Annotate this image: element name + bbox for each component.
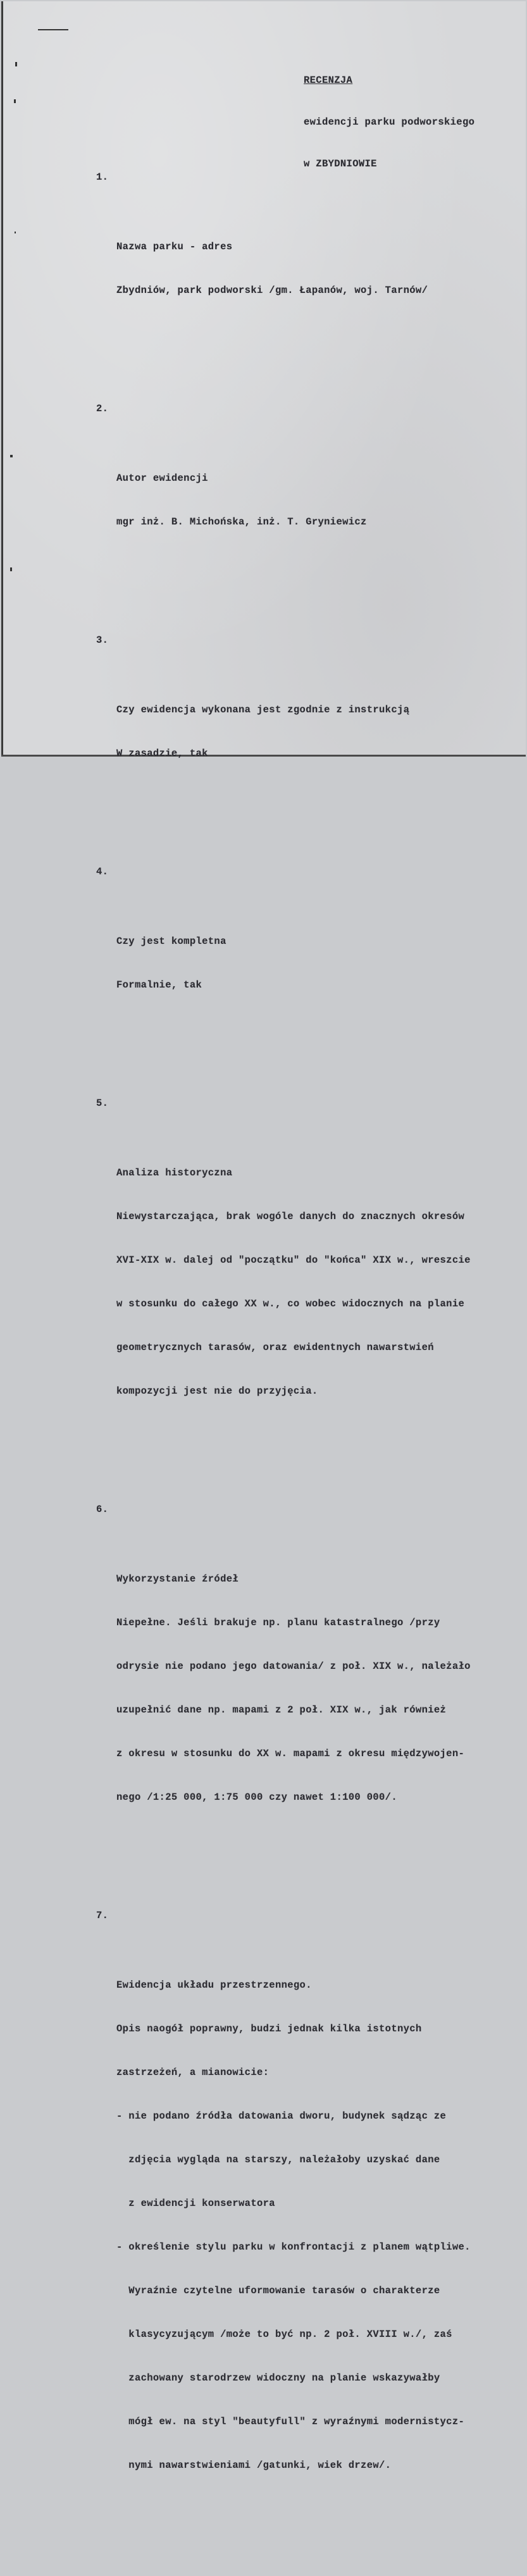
- section-body-line: Zbydniów, park podworski /gm. Łapanów, woj. Tarnów/: [116, 285, 428, 296]
- section-number: 6.: [96, 1504, 109, 1515]
- section-number: 5.: [96, 1098, 109, 1109]
- section-body-line: mgr inż. B. Michońska, inż. T. Gryniewicz: [116, 516, 367, 528]
- section-body-line: kompozycji jest nie do przyjęcia.: [116, 1385, 318, 1397]
- section-body-line: z ewidencji konserwatora: [116, 2198, 275, 2209]
- section-body-line: uzupełnić dane np. mapami z 2 poł. XIX w., jak również: [116, 1704, 447, 1716]
- document-page: [1, 1, 526, 2471]
- section-body-line: w stosunku do całego XX w., co wobec widocznych na planie: [116, 1298, 465, 1310]
- section-heading: Czy jest kompletna: [116, 936, 226, 947]
- section-body-line: Formalnie, tak: [116, 979, 202, 991]
- section-body-line: klasycyzującym /może to być np. 2 poł. XVIII w./, zaś: [116, 2329, 452, 2340]
- section-body-line: W zasadzie, tak: [116, 748, 208, 759]
- section-body-line: - określenie stylu parku w konfrontacji z planem wątpliwe.: [116, 2241, 471, 2253]
- section-body-line: Wyraźnie czytelne uformowanie tarasów o charakterze: [116, 2285, 440, 2296]
- section-heading: Ewidencja układu przestrzennego.: [116, 1979, 312, 1991]
- section-heading: Nazwa parku - adres: [116, 241, 233, 252]
- section-body-line: mógł ew. na styl "beautyfull" z wyraźnymi modernistycz-: [116, 2416, 465, 2427]
- section-6: [96, 1502, 514, 1861]
- section-4: [96, 864, 514, 1049]
- section-body-line: Niepełne. Jeśli brakuje np. planu katastralnego /przy: [116, 1617, 440, 1628]
- section-body-line: nymi nawarstwieniami /gatunki, wiek drzew/.: [116, 2460, 392, 2471]
- section-body-line: zastrzeżeń, a mianowicie:: [116, 2067, 270, 2078]
- section-body-line: Niewystarczająca, brak wogóle danych do znacznych okresów: [116, 1211, 465, 1222]
- section-7: [96, 1908, 514, 2529]
- section-body-line: - nie podano źródła datowania dworu, budynek sądząc ze: [116, 2110, 447, 2122]
- section-number: 7.: [96, 1910, 109, 1921]
- section-number: 3.: [96, 635, 109, 646]
- review-sections: [96, 128, 514, 2576]
- section-3: [96, 633, 514, 817]
- scan-mark: [15, 232, 16, 233]
- section-heading: Autor ewidencji: [116, 473, 208, 484]
- document-subtitle-line: ewidencji parku podworskiego: [304, 116, 475, 128]
- document-subtitle-line: w ZBYDNIOWIE: [304, 158, 377, 170]
- page-left-edge: [1, 1, 3, 757]
- section-body-line: zachowany starodrzew widoczny na planie wskazywałby: [116, 2372, 440, 2384]
- section-body-line: z okresu w stosunku do XX w. mapami z okresu międzywojen-: [116, 1748, 465, 1759]
- section-heading: Czy ewidencja wykonana jest zgodnie z instrukcją: [116, 704, 410, 715]
- section-body-line: nego /1:25 000, 1:75 000 czy nawet 1:100 000/.: [116, 1792, 397, 1803]
- document-title: RECENZJA: [304, 75, 353, 86]
- scan-mark: [10, 567, 12, 571]
- section-heading: Wykorzystanie źródeł: [116, 1573, 239, 1585]
- section-1: [96, 170, 514, 354]
- section-body-line: XVI-XIX w. dalej od "początku" do "końca" XIX w., wreszcie: [116, 1254, 471, 1266]
- scan-mark: [14, 99, 16, 103]
- scan-mark: [38, 29, 68, 30]
- section-body-line: Opis naogół poprawny, budzi jednak kilka istotnych: [116, 2023, 422, 2034]
- scan-mark: [10, 455, 13, 457]
- scan-mark: [15, 62, 17, 66]
- section-2: [96, 401, 514, 586]
- section-5: [96, 1096, 514, 1455]
- section-body-line: odrysie nie podano jego datowania/ z poł. XIX w., należało: [116, 1661, 471, 1672]
- section-number: 1.: [96, 171, 109, 183]
- section-number: 4.: [96, 866, 109, 877]
- section-body-line: geometrycznych tarasów, oraz ewidentnych nawarstwień: [116, 1342, 434, 1353]
- section-body-line: zdjęcia wygląda na starszy, należałoby uzyskać dane: [116, 2154, 440, 2165]
- section-number: 2.: [96, 403, 109, 414]
- section-heading: Analiza historyczna: [116, 1167, 233, 1179]
